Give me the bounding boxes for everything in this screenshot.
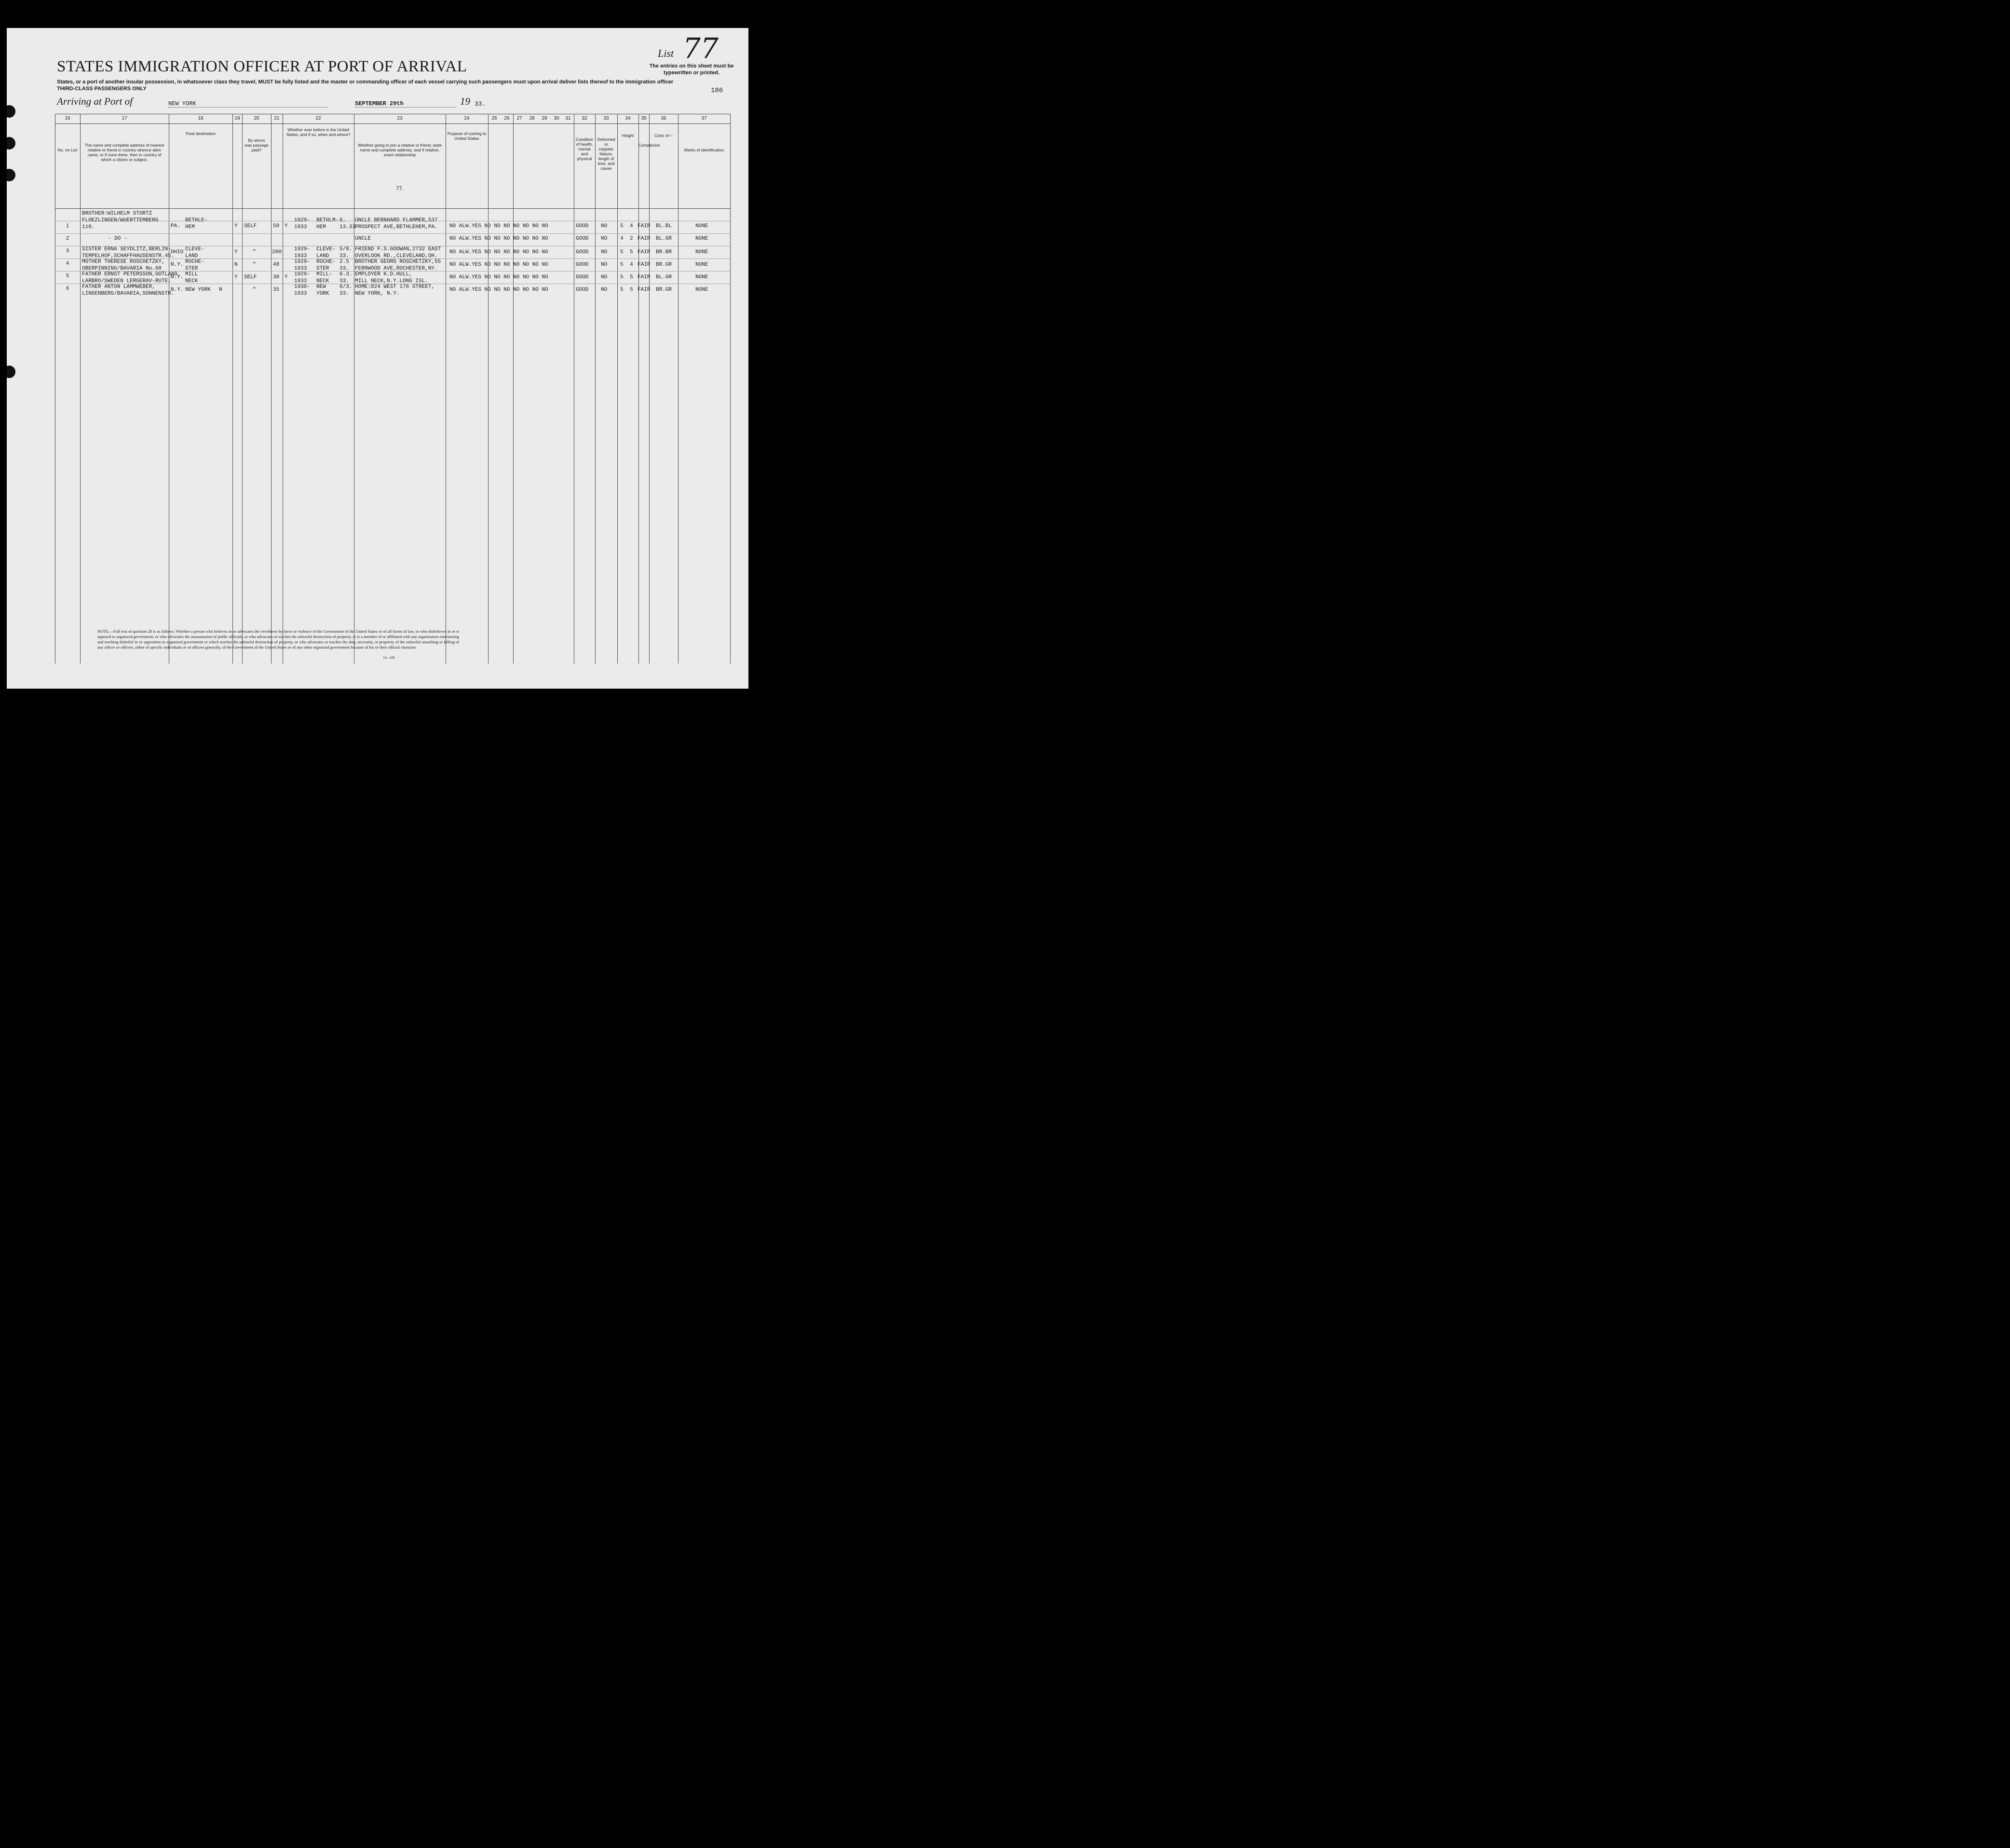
column-number: 28	[529, 116, 535, 121]
row-number: 4	[66, 260, 69, 266]
hair-eyes: BR.GR	[656, 287, 672, 293]
class-label: THIRD-CLASS PASSENGERS ONLY	[57, 86, 147, 92]
manifest-page	[7, 28, 748, 689]
column-number: 18	[198, 116, 204, 121]
paid-by: SELF	[244, 223, 257, 229]
marks: NONE	[695, 287, 708, 293]
health: GOOD	[576, 274, 589, 280]
purpose: NO ALW.YES NO NO NO NO NO NO NO	[449, 287, 548, 293]
inches: 4	[630, 262, 633, 268]
years: 1930- 1933	[294, 284, 311, 297]
date-value: SEPTEMBER 29th	[355, 100, 456, 108]
form-code: 14—430	[383, 656, 395, 660]
column-number: 29	[542, 116, 547, 121]
state: N.Y.	[171, 262, 184, 268]
punch-hole	[7, 105, 15, 118]
row-number: 6	[66, 285, 69, 291]
col-rule	[649, 114, 650, 664]
joining: FRIEND F.S.GOOWAN,2732 EAST OVERLOOK RD.,CLEVELAND,OH.	[355, 246, 441, 259]
money: 50	[273, 223, 280, 229]
departure-date: 5/8. 33.	[340, 246, 353, 259]
city: BETHLE- HEM	[185, 217, 208, 230]
joining: UNCLE BERNHARD FLAMMER,537 PROSPECT AVE,BETHLEHEM,PA.	[355, 217, 438, 230]
column-number: 16	[65, 116, 70, 121]
inches: 5	[630, 274, 633, 280]
header-c24: Purpose of coming to United States	[447, 131, 487, 141]
complexion: FAIR	[638, 223, 651, 229]
relative-address: FATHER ANTON LAMMWEBER, LINDENBERG/BAVARIA,SONNENSTR.	[82, 284, 175, 297]
manifest-table	[55, 114, 730, 668]
where: CLEVE- LAND	[316, 246, 336, 259]
column-number: 32	[582, 116, 587, 121]
header-c32: Condition of health, mental and physical	[576, 137, 593, 161]
state: OHIO	[171, 249, 184, 255]
column-number: 23	[397, 116, 403, 121]
column-number: 22	[315, 116, 321, 121]
column-number: 35	[641, 116, 647, 121]
complexion: FAIR	[638, 274, 651, 280]
relative-address: SISTER ERNA SEYDLITZ,BERLIN- TEMPELHOF,SCHAFFHAUSENSTR.45.	[82, 246, 175, 259]
state: PA.	[171, 223, 180, 229]
punch-hole	[7, 137, 15, 149]
departure-date: 6.3. 33.	[340, 272, 353, 284]
marks: NONE	[695, 249, 708, 255]
before-yes-no: Y	[285, 274, 288, 280]
relative-address: FATHER ERNST PETERSSON,GOTLAND LARBRO/SWEDEN LERGERAV-RUTE.	[82, 272, 178, 284]
hair-eyes: BL.BL	[656, 223, 672, 229]
deformed: NO	[601, 287, 608, 293]
marks: NONE	[695, 236, 708, 242]
complexion: FAIR	[638, 262, 651, 268]
state: N.Y.	[171, 287, 184, 293]
deformed: NO	[601, 236, 608, 242]
departure-date: 6. 13.33	[340, 217, 356, 230]
inches: 4	[630, 223, 633, 229]
money: 35	[273, 287, 280, 293]
joining: UNCLE	[355, 236, 371, 242]
complexion: FAIR	[638, 236, 651, 242]
city: ROCHE- STER	[185, 259, 204, 272]
year-suffix: 33.	[475, 100, 486, 108]
port-value: NEW YORK	[168, 100, 327, 108]
deformed: NO	[601, 262, 608, 268]
column-number: 30	[554, 116, 559, 121]
health: GOOD	[576, 223, 589, 229]
header-c23: Whether going to join a relative or friend; state name and complete address, and if relative, exact relationship	[358, 143, 442, 157]
departure-date: 2.5 33.	[340, 259, 349, 272]
col-rule	[242, 114, 243, 664]
city: NEW YORK	[185, 287, 211, 293]
deformed: NO	[601, 274, 608, 280]
row-number: 2	[66, 235, 69, 241]
deformed: NO	[601, 223, 608, 229]
header-c34: Height	[622, 133, 634, 138]
hair-eyes: BL.GR	[656, 236, 672, 242]
header-c17: The name and complete address of nearest relative or friend in country whence alien came, or if none there, then in country of which a citizen or subject.	[84, 143, 164, 162]
relative-address: MOTHER THERESE ROSCHETZKY, OBERPINNING/BAVARIA No.68	[82, 259, 165, 272]
where: ROCHE- STER	[316, 259, 336, 272]
col-rule	[80, 114, 81, 664]
col-rule	[730, 114, 731, 664]
col-rule	[513, 114, 514, 664]
paid-by: "	[253, 249, 256, 255]
where: NEW YORK	[316, 284, 329, 297]
inches: 2	[630, 236, 633, 242]
purpose: NO ALW.YES NO NO NO NO NO NO NO	[449, 249, 548, 255]
row-number: 3	[66, 248, 69, 254]
feet: 4	[620, 236, 624, 242]
row-rule	[55, 123, 730, 124]
purpose: NO ALW.YES NO NO NO NO NO NO NO	[449, 274, 548, 280]
health: GOOD	[576, 249, 589, 255]
joining: HOME:824 WEST 176 STREET, NEW YORK, N.Y.	[355, 284, 435, 297]
column-number: 17	[122, 116, 127, 121]
column-number: 21	[274, 116, 280, 121]
header-c18: Final destination	[186, 131, 216, 136]
health: GOOD	[576, 236, 589, 242]
relative-address: BROTHER:WILHELM STORTZ FLOEZLINGEN/WUERTTEMBERG 118.	[82, 211, 159, 230]
money: 200	[272, 249, 282, 255]
list-number: 77	[683, 32, 719, 65]
column-number: 36	[661, 116, 666, 121]
city: MILL NECK	[185, 272, 198, 284]
header-c20: By whom was passage paid?	[244, 138, 269, 152]
punch-hole	[7, 366, 15, 378]
paid-by: SELF	[244, 274, 257, 280]
col-rule	[488, 114, 489, 664]
years: 1929- 1933	[294, 246, 311, 259]
column-number: 24	[464, 116, 470, 121]
ticket: Y	[234, 274, 238, 280]
money: 30	[273, 274, 280, 280]
column-number: 31	[565, 116, 571, 121]
row-number: 5	[66, 273, 69, 279]
health: GOOD	[576, 287, 589, 293]
row-number: 1	[66, 223, 69, 229]
years: 1929- 1933	[294, 259, 311, 272]
column-number: 25	[491, 116, 497, 121]
header-c16: No. on List	[57, 148, 78, 152]
paid-by: "	[253, 262, 256, 268]
column-number: 26	[504, 116, 510, 121]
joining: BROTHER GEORG ROSCHETZKY,55 FERNWOOD AVE,ROCHESTER,NY.	[355, 259, 441, 272]
header-c23-number: 77.	[396, 186, 404, 191]
row-rule	[55, 208, 730, 209]
instructions: The entries on this sheet must be typewritten or printed.	[649, 63, 734, 76]
relative-address: - DO -	[108, 236, 127, 242]
header-c37: Marks of identification	[684, 148, 724, 152]
ticket: Y	[234, 249, 238, 255]
where: BETHLM- HEM	[316, 217, 339, 230]
column-number: 33	[603, 116, 609, 121]
year-prefix: 19	[460, 95, 470, 107]
marks: NONE	[695, 223, 708, 229]
money: 48	[273, 262, 280, 268]
column-number: 34	[625, 116, 631, 121]
subtitle: States, or a port of another insular possession, in whatsoever class they travel, MUST be fully listed and the master or commanding officer of each vessel carrying such passengers must upon arrival deliver lists thereof to the immigration officer	[57, 79, 674, 85]
health: GOOD	[576, 262, 589, 268]
column-number: 37	[701, 116, 707, 121]
marks: NONE	[695, 262, 708, 268]
deformed: NO	[601, 249, 608, 255]
inches: 5	[630, 287, 633, 293]
column-number: 27	[516, 116, 522, 121]
feet: 5	[620, 262, 624, 268]
city: CLEVE- LAND	[185, 246, 204, 259]
punch-hole	[7, 169, 15, 181]
where: MILL- NECK	[316, 272, 333, 284]
joining: EMPLOYER K.D.HULL, MILL NECK,N.Y.LONG ISL.	[355, 272, 428, 284]
feet: 5	[620, 223, 624, 229]
marks: NONE	[695, 274, 708, 280]
feet: 5	[620, 287, 624, 293]
purpose: NO ALW.YES NO NO NO NO NO NO NO	[449, 262, 548, 268]
paid-by: "	[253, 287, 256, 293]
col-rule	[638, 114, 639, 664]
col-rule	[617, 114, 618, 664]
footnote: NOTE.—Full text of question 28 is as follows: Whether a person who believes in or advocates the overthrow by force or violence of the Government of the United States or of all forms of law, or who disbelieves in or is opposed to organized government, or who advocates the assassination of public officials, or who advocates or teaches the unlawful destruction of property, or is a member of or affiliated with any organization entertaining and teaching disbelief in or opposition to organized government or which teaches the unlawful destruction of property, or who advocates or teaches the duty, necessity, or propriety of the unlawful assaulting or killing of any officer or officers, either of specific individuals or of officers generally, of the Government of the United States or of any other organized government because of his or their official character.	[97, 629, 459, 650]
ticket: Y	[234, 223, 238, 229]
header-c36: Color of—	[654, 133, 673, 138]
purpose: NO ALW.YES NO NO NO NO NO NO NO	[449, 236, 548, 242]
inches: 5	[630, 249, 633, 255]
col-rule	[271, 114, 272, 664]
hair-eyes: BR.BR	[656, 249, 672, 255]
hair-eyes: BL.GR	[656, 274, 672, 280]
col-rule	[595, 114, 596, 664]
years: 1929- 1933	[294, 217, 311, 230]
hair-eyes: BR.GR	[656, 262, 672, 268]
col-rule	[232, 114, 233, 664]
purpose: NO ALW.YES NO NO NO NO NO NO NO	[449, 223, 548, 229]
column-number: 20	[254, 116, 259, 121]
complexion: FAIR	[638, 249, 651, 255]
header-c35: Complexion	[638, 143, 660, 148]
stamp-number: 186	[711, 87, 723, 95]
before-yes-no: Y	[285, 223, 288, 229]
years: 1929- 1933	[294, 272, 311, 284]
departure-date: 6/3. 33.	[340, 284, 353, 297]
row-rule	[55, 233, 730, 234]
state: N.Y.	[171, 274, 184, 280]
header-c22: Whether ever before in the United States, and if so, when and where?	[286, 127, 351, 137]
ticket: N	[234, 262, 238, 268]
column-number: 19	[234, 116, 240, 121]
list-label: List	[658, 47, 674, 59]
page-title: STATES IMMIGRATION OFFICER AT PORT OF ARRIVAL	[57, 58, 467, 75]
complexion: FAIR	[638, 287, 651, 293]
ticket: N	[219, 287, 222, 293]
feet: 5	[620, 249, 624, 255]
header-c33: Deformed or crippled. Nature, length of time, and cause	[597, 137, 615, 171]
arriving-label: Arriving at Port of	[57, 95, 133, 107]
col-rule	[678, 114, 679, 664]
feet: 5	[620, 274, 624, 280]
